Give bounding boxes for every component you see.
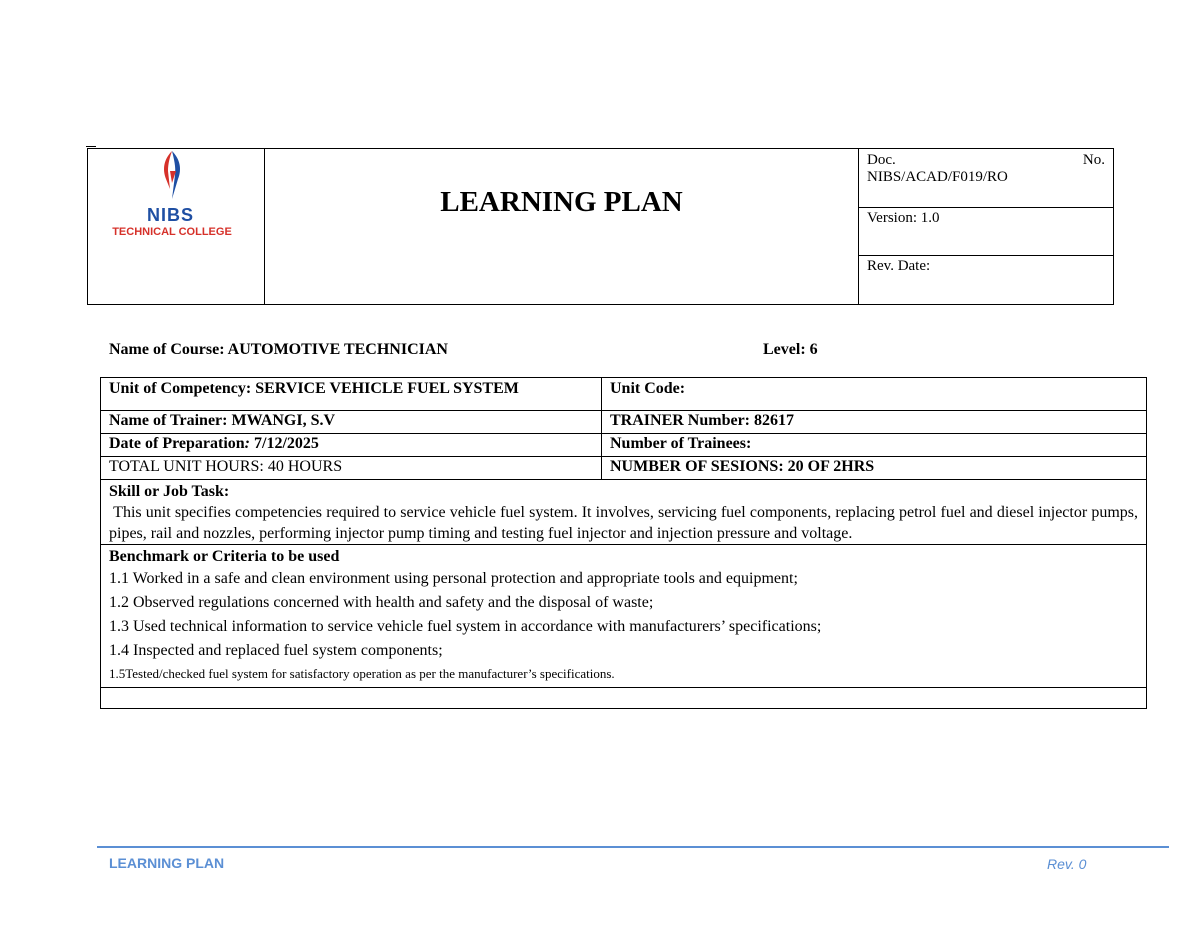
unit-code: Unit Code: [610, 380, 686, 397]
page-title: LEARNING PLAN [440, 186, 683, 218]
table-row [101, 457, 1146, 480]
doc-number: NIBS/ACAD/F019/RO [867, 169, 1008, 185]
logo-subtitle: TECHNICAL COLLEGE [112, 226, 232, 238]
doc-label: Doc. [867, 152, 896, 168]
course-name: Name of Course: AUTOMOTIVE TECHNICIAN [109, 341, 448, 358]
table-row [101, 480, 1146, 545]
document-meta [859, 149, 1113, 304]
prep-colon: : [244, 435, 250, 452]
benchmark-section [101, 545, 1146, 687]
prep-label: Date of Preparation [109, 435, 245, 452]
nibs-logo-icon [158, 149, 186, 201]
prep-value: 7/12/2025 [250, 435, 319, 452]
table-row [101, 434, 1146, 457]
table-row [101, 411, 1146, 434]
rev-date: Rev. Date: [867, 258, 931, 274]
trainer-name: Name of Trainer: MWANGI, S.V [101, 411, 602, 433]
skill-text: This unit specifies competencies required to service vehicle fuel system. It involves, servicing fuel components, replacing petrol fuel and diesel injector pumps, pipes, rail and nozzles, performing injector pump timing and testing fuel injector and injection pressure and voltage. [109, 504, 1143, 542]
version-row [859, 207, 1113, 255]
logo-name: NIBS [146, 205, 194, 225]
table-row [101, 545, 1146, 688]
learning-plan-table [100, 377, 1147, 709]
criteria-item: 1.4 Inspected and replaced fuel system components; [109, 642, 443, 659]
table-row [101, 378, 1146, 411]
total-unit-hours: TOTAL UNIT HOURS: 40 HOURS [101, 457, 602, 479]
skill-section [101, 480, 1146, 544]
doc-number-row [859, 149, 1113, 207]
criteria-item: 1.5Tested/checked fuel system for satisfactory operation as per the manufacturer’s specifications. [109, 666, 615, 681]
trainer-number: TRAINER Number: 82617 [610, 412, 794, 429]
logo-cell [88, 149, 265, 304]
benchmark-heading: Benchmark or Criteria to be used [109, 548, 340, 565]
criteria-item: 1.2 Observed regulations concerned with health and safety and the disposal of waste; [109, 594, 654, 611]
footer-divider [97, 846, 1169, 848]
footer-title: LEARNING PLAN [109, 855, 225, 871]
doc-no-label: No. [1082, 152, 1105, 168]
title-cell [265, 149, 859, 304]
empty-row [101, 688, 1146, 708]
corner-mark [86, 146, 96, 147]
criteria-item: 1.3 Used technical information to service vehicle fuel system in accordance with manufacturers’ specifications; [109, 618, 822, 635]
footer-revision: Rev. 0 [1047, 856, 1087, 872]
unit-of-competency: Unit of Competency: SERVICE VEHICLE FUEL SYSTEM [101, 378, 602, 410]
number-of-trainees: Number of Trainees: [610, 435, 752, 452]
document-header [87, 148, 1114, 305]
rev-date-row [859, 255, 1113, 304]
date-of-preparation [101, 434, 602, 456]
criteria-item: 1.1 Worked in a safe and clean environment using personal protection and appropriate tools and equipment; [109, 570, 798, 587]
skill-heading: Skill or Job Task: [109, 483, 230, 500]
number-of-sessions: NUMBER OF SESIONS: 20 OF 2HRS [610, 458, 875, 475]
course-level: Level: 6 [763, 341, 818, 358]
version: Version: 1.0 [867, 210, 940, 226]
